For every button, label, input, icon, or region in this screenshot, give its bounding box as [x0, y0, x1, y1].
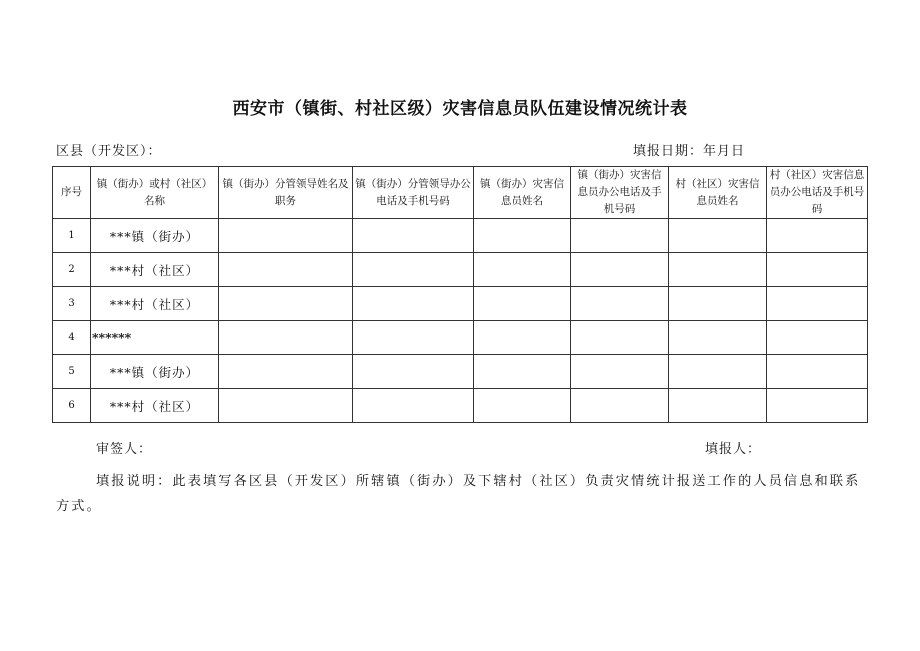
leader-name-cell[interactable] — [219, 321, 353, 355]
leader-name-cell[interactable] — [219, 287, 353, 321]
header-no: 序号 — [53, 167, 91, 219]
leader-phone-cell[interactable] — [353, 355, 474, 389]
unit-name-cell: ***镇（街办） — [91, 355, 219, 389]
header-town-officer-name: 镇（街办）灾害信息员姓名 — [474, 167, 571, 219]
village-officer-phone-cell[interactable] — [767, 219, 868, 253]
header-leader-phone: 镇（街办）分管领导办公电话及手机号码 — [353, 167, 474, 219]
header-town-officer-phone: 镇（街办）灾害信息员办公电话及手机号码 — [571, 167, 669, 219]
village-officer-name-cell[interactable] — [669, 321, 767, 355]
fill-date-label: 填报日期：年月日 — [633, 144, 746, 159]
village-officer-name-cell[interactable] — [669, 253, 767, 287]
leader-name-cell[interactable] — [219, 219, 353, 253]
filling-instructions: 填报说明：此表填写各区县（开发区）所辖镇（街办）及下辖村（社区）负责灾情统计报送工作的人员信息和联系方式。 — [56, 474, 861, 514]
unit-name-cell: ***村（社区） — [91, 253, 219, 287]
table-row — [53, 321, 868, 355]
unit-name-cell: ***村（社区） — [91, 389, 219, 423]
row-number: 5 — [53, 355, 91, 389]
filler-label: 填报人： — [705, 442, 762, 457]
unit-name-cell: ***镇（街办） — [91, 219, 219, 253]
leader-name-cell[interactable] — [219, 389, 353, 423]
town-officer-phone-cell[interactable] — [571, 253, 669, 287]
village-officer-phone-cell[interactable] — [767, 321, 868, 355]
header-unit-name: 镇（街办）或村（社区）名称 — [91, 167, 219, 219]
town-officer-phone-cell[interactable] — [571, 355, 669, 389]
table-row — [53, 389, 868, 423]
reviewer-label: 审签人： — [96, 442, 153, 457]
leader-phone-cell[interactable] — [353, 321, 474, 355]
statistics-table — [52, 166, 868, 423]
town-officer-name-cell[interactable] — [474, 219, 571, 253]
district-label: 区县（开发区）： — [56, 144, 162, 159]
village-officer-name-cell[interactable] — [669, 355, 767, 389]
town-officer-name-cell[interactable] — [474, 389, 571, 423]
leader-phone-cell[interactable] — [353, 389, 474, 423]
row-number: 3 — [53, 287, 91, 321]
header-village-officer-phone: 村（社区）灾害信息员办公电话及手机号码 — [767, 167, 868, 219]
leader-phone-cell[interactable] — [353, 219, 474, 253]
town-officer-phone-cell[interactable] — [571, 389, 669, 423]
table-row — [53, 253, 868, 287]
table-row — [53, 287, 868, 321]
header-village-officer-name: 村（社区）灾害信息员姓名 — [669, 167, 767, 219]
unit-name-cell: ****** — [91, 321, 219, 355]
town-officer-phone-cell[interactable] — [571, 287, 669, 321]
village-officer-phone-cell[interactable] — [767, 287, 868, 321]
unit-name-cell: ***村（社区） — [91, 287, 219, 321]
village-officer-phone-cell[interactable] — [767, 253, 868, 287]
leader-phone-cell[interactable] — [353, 287, 474, 321]
leader-name-cell[interactable] — [219, 253, 353, 287]
village-officer-name-cell[interactable] — [669, 287, 767, 321]
row-number: 4 — [53, 321, 91, 355]
row-number: 2 — [53, 253, 91, 287]
town-officer-phone-cell[interactable] — [571, 219, 669, 253]
page-title: 西安市（镇街、村社区级）灾害信息员队伍建设情况统计表 — [232, 99, 688, 119]
town-officer-name-cell[interactable] — [474, 321, 571, 355]
village-officer-name-cell[interactable] — [669, 219, 767, 253]
row-number: 6 — [53, 389, 91, 423]
village-officer-name-cell[interactable] — [669, 389, 767, 423]
town-officer-name-cell[interactable] — [474, 287, 571, 321]
leader-name-cell[interactable] — [219, 355, 353, 389]
town-officer-phone-cell[interactable] — [571, 321, 669, 355]
row-number: 1 — [53, 219, 91, 253]
table-row — [53, 219, 868, 253]
header-leader-name: 镇（街办）分管领导姓名及职务 — [219, 167, 353, 219]
village-officer-phone-cell[interactable] — [767, 355, 868, 389]
table-header-row — [53, 167, 868, 219]
table-row — [53, 355, 868, 389]
town-officer-name-cell[interactable] — [474, 253, 571, 287]
leader-phone-cell[interactable] — [353, 253, 474, 287]
town-officer-name-cell[interactable] — [474, 355, 571, 389]
village-officer-phone-cell[interactable] — [767, 389, 868, 423]
